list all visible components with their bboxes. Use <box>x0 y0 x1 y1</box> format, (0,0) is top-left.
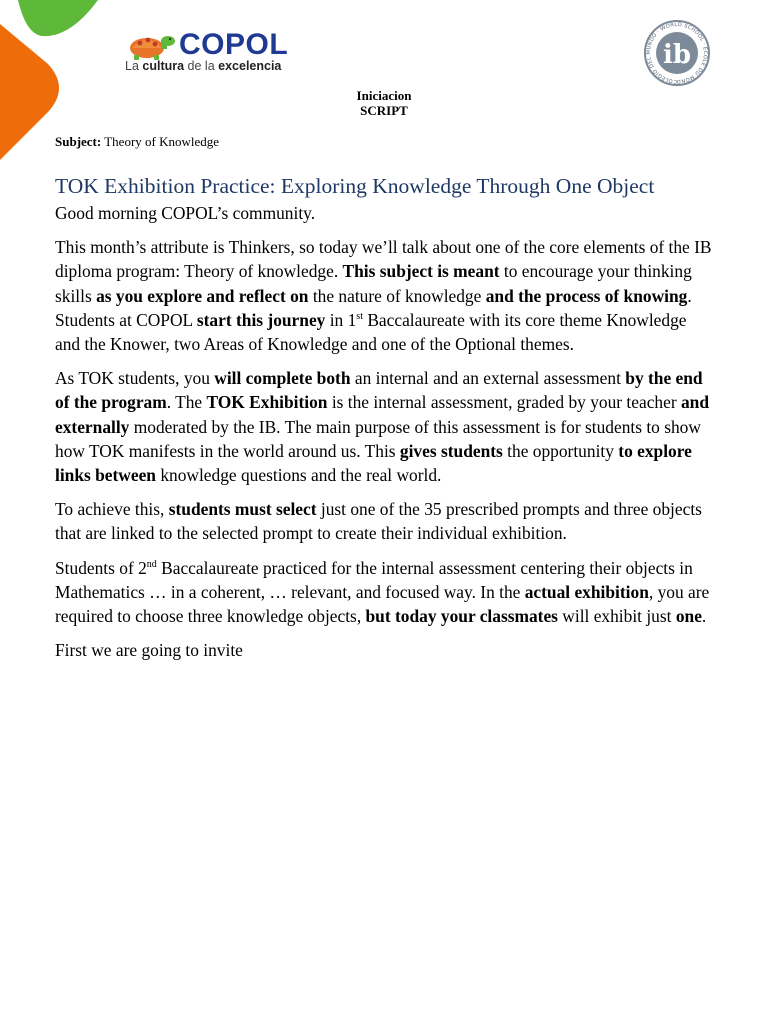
subject-value: Theory of Knowledge <box>101 134 220 149</box>
document-title: TOK Exhibition Practice: Exploring Knowledge Through One Object <box>55 174 655 198</box>
ib-world-school-seal <box>640 18 714 86</box>
header-line1: Iniciacion <box>356 88 412 103</box>
paragraph-1: This month’s attribute is Thinkers, so today we’ll talk about one of the core elements of the IB diploma program: Theory of knowledge. This subject is meant to encourage your thinking skills as you explore and reflect on the nature of knowledge and the process of knowing. Students at COPOL start this journey in 1st Baccalaureate with its core theme Knowledge and the Knower, two Areas of Knowledge and one of the Optional themes. <box>55 237 712 355</box>
document-header <box>0 88 768 118</box>
greeting-paragraph: Good morning COPOL’s community. <box>55 203 316 223</box>
copol-logo <box>124 28 304 76</box>
subject-line <box>55 134 219 150</box>
document-body <box>55 201 715 672</box>
paragraph-2: As TOK students, you will complete both an internal and an external assessment by the end of the program. The TOK Exhibition is the internal assessment, graded by your teacher and externally moderated by the IB. The main purpose of this assessment is for students to show how TOK manifests in the world around us. This gives students the opportunity to explore links between knowledge questions and the real world. <box>55 368 710 486</box>
ib-letters: ib <box>662 40 692 70</box>
copol-tagline: La cultura de la excelencia <box>125 59 282 73</box>
paragraph-4: Students of 2nd Baccalaureate practiced for the internal assessment centering their objects in Mathematics … in a coherent, … relevant, and focused way. In the actual exhibition, you are required to choose three knowledge objects, but today your classmates will exhibit just one. <box>55 557 710 627</box>
green-corner-shape <box>18 0 98 36</box>
paragraph-5: First we are going to invite <box>55 640 243 661</box>
paragraph-3: To achieve this, students must select just one of the 35 prescribed prompts and three objects that are linked to the selected prompt to create their individual exhibition. <box>55 499 702 544</box>
copol-wordmark: COPOL <box>179 28 289 61</box>
svg-text:COLEGIO DEL MUNDO · WORLD SCHO: COLEGIO DEL MUNDO · WORLD SCHOOL · ÉCOLE DU MOND <box>645 21 709 85</box>
turtle-icon <box>124 30 180 60</box>
subject-label: Subject: <box>55 134 102 149</box>
header-line2: SCRIPT <box>360 103 408 118</box>
